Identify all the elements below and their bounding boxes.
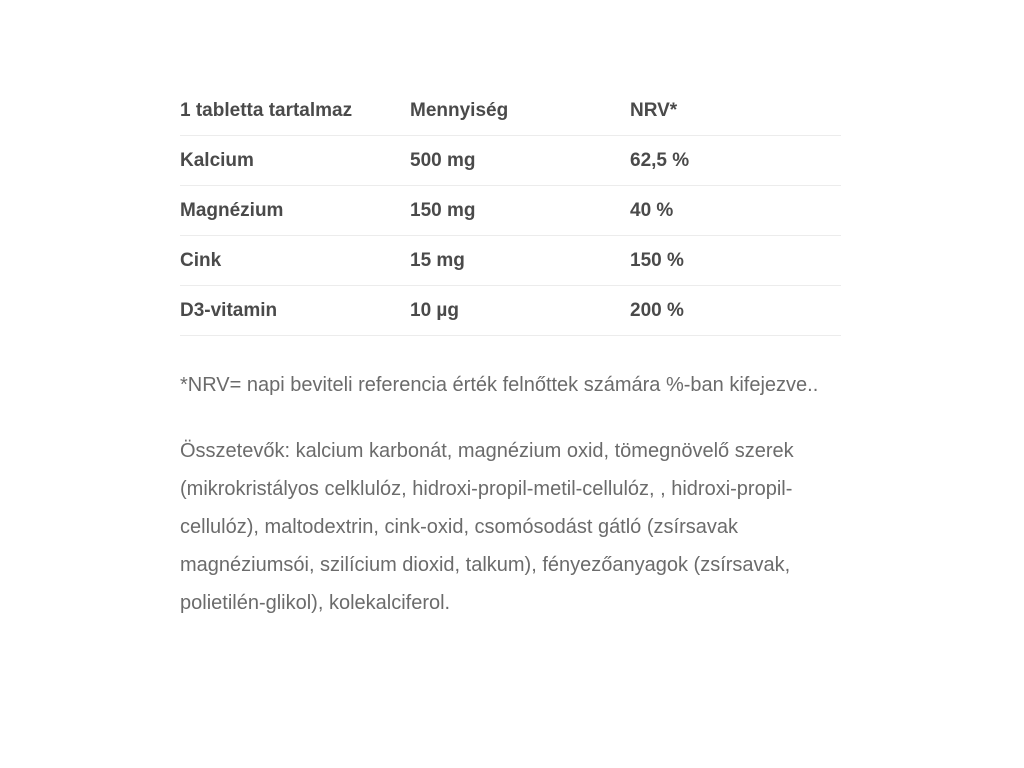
nutrient-name: Magnézium <box>180 186 410 236</box>
nrv-footnote: *NRV= napi beviteli referencia érték felnőttek számára %-ban kifejezve.. <box>180 374 819 396</box>
nutrient-amount: 10 µg <box>410 286 630 336</box>
header-amount: Mennyiség <box>410 86 630 136</box>
table-row <box>180 236 841 286</box>
table-header-row <box>180 86 841 136</box>
table-row <box>180 136 841 186</box>
table-row <box>180 186 841 236</box>
ingredients-text: Összetevők: kalcium karbonát, magnézium oxid, tömegnövelő szerek (mikrokristályos celklulóz, hidroxi-propil-metil-cellulóz, , hidroxi-propil-cellulóz), maltodextrin, cink-oxid, csomósodást gátló (zsírsavak magnéziumsói, szilícium dioxid, talkum), fényezőanyagok (zsírsavak, polietilén-glikol), kolekalciferol. <box>180 440 794 614</box>
table-row <box>180 286 841 336</box>
nutrient-nrv: 200 % <box>630 286 841 336</box>
nutrient-name: Kalcium <box>180 136 410 186</box>
header-nrv: NRV* <box>630 86 841 136</box>
product-info <box>180 86 841 622</box>
nutrient-nrv: 150 % <box>630 236 841 286</box>
header-content: 1 tabletta tartalmaz <box>180 86 410 136</box>
nutrient-amount: 150 mg <box>410 186 630 236</box>
nutrient-amount: 500 mg <box>410 136 630 186</box>
nutrient-name: D3-vitamin <box>180 286 410 336</box>
nutrient-name: Cink <box>180 236 410 286</box>
nutrient-amount: 15 mg <box>410 236 630 286</box>
nutrient-nrv: 40 % <box>630 186 841 236</box>
nutrition-table <box>180 86 841 336</box>
nutrient-nrv: 62,5 % <box>630 136 841 186</box>
